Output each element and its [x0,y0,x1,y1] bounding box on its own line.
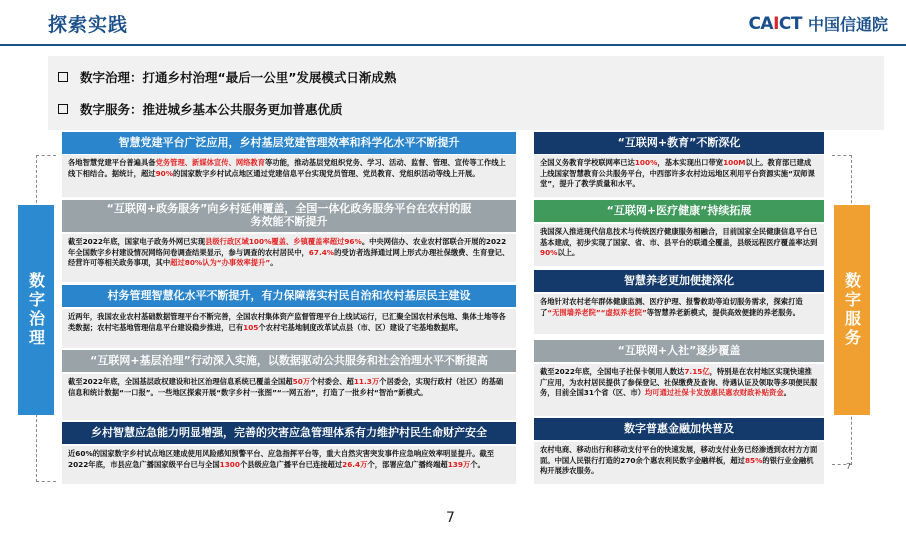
highlight-text: “无围墙养老院”“虚拟养老院” [547,307,647,317]
highlight-text: 100% [634,158,658,167]
body-text: 的国家数字乡村试点地区通过党建信息平台实现党员管理、党员教育、党组织活动等线上开展。 [173,168,480,178]
body-text: 个，部署应急广播终端超 [367,459,448,469]
highlight-text: 100M [723,158,746,167]
intro-item: 数字服务：推进城乡基本公共服务更加普惠优质 [58,100,343,118]
highlight-text: 85% [744,455,763,465]
body-text: 我国深入推进现代信息技术与传统医疗健康服务相融合，目前国家全民健康信息平台已基本建成，初步实现了国家、省、市、县平台的联通全覆盖，县级远程医疗覆盖率达到 [540,227,818,247]
body-text: 以上。 [557,248,580,258]
section-heading: 数字普惠金融加快普及 [534,418,824,440]
body-text: 等功能，推动基层党组织党务、学习、活动、监督、管理、宣传等工作线上线下相结合。据统计，超过 [68,158,506,178]
body-text: 截至2022年底，全国电子社保卡领用人数达 [540,367,685,376]
section-heading: 智慧党建平台广泛应用，乡村基层党建管理效率和科学化水平不断提升 [62,132,516,154]
side-label-digital-governance: 数字治理 [18,205,54,415]
section-body [62,155,516,197]
intro-item: 数字治理：打通乡村治理“最后一公里”发展模式日渐成熟 [58,68,396,86]
body-text: 近60%的国家数字乡村试点地区建成使用风险感知预警平台、应急指挥平台等，重大自然灾害突发事件应急响应效率明显提升。截至2022年底，市县应急广播国家级平台已与全国 [68,449,495,469]
section-heading: “互联网+人社”逐步覆盖 [534,340,824,362]
body-text: 近两年，我国农业农村基础数据管理平台不断完善，全国农村集体资产监督管理平台上线试运行，已汇聚全国农村承包地、集体土地等各类数据；农村宅基地管理信息平台建设稳步推进，已有 [68,312,506,332]
highlight-text: 11.3万 [353,377,380,386]
highlight-text: 超过80%认为“办事效率提升” [170,258,271,268]
section-body [62,234,516,282]
body-text: 全国义务教育学校联网率已达 [540,158,635,167]
body-text: 。 [270,258,278,268]
section-heading: “互联网+政务服务”向乡村延伸覆盖，全国一体化政务服务平台在农村的服务效能不断提升 [62,200,516,232]
section-body [534,155,824,197]
section-body [534,294,824,334]
body-text: 个农村宅基地制度改革试点县（市、区）建设了宅基地数据库。 [258,322,463,332]
corner-mark: 7 [846,462,852,471]
section-body [534,442,824,484]
body-text: 。中央网信办、农业农村部联合开展的2022年全国数字乡村建设情况网络问卷调查结果显示，参与调查的农村居民中， [68,237,507,257]
section-body [534,364,824,416]
highlight-text: 90% [540,248,558,258]
body-text: 个。 [470,459,485,469]
logo-chinese: 中国信通院 [807,15,888,34]
page-number: 7 [446,510,455,526]
body-text: 各地智慧党建平台普遍具备 [68,158,156,167]
body-text: 各地针对农村老年群体健康监测、医疗护理、报警救助等迫切服务需求，探索打造了 [540,297,803,317]
highlight-text: 党务管理、新媒体宣传、网络教育 [155,158,266,167]
highlight-text: 50万 [292,377,311,386]
body-text: 个居委会，实现行政村（社区）的基础信息和统计数据“一口报”。一些地区探索开展“数字乡村一张图”“一网五治”，打造了一批乡村“智治”新模式。 [68,377,504,397]
body-text: 截至2022年底，全国基层政权建设和社区治理信息系统已覆盖全国超 [68,377,293,386]
checkbox-icon [58,104,68,114]
body-text: 的银行业金融机构开展涉农服务。 [540,455,814,476]
section-heading: 村务管理智慧化水平不断提升，有力保障落实村民自治和农村基层民主建设 [62,285,516,307]
highlight-text: 均可通过社保卡发放惠民惠农财政补贴资金 [645,388,784,398]
section-heading: “互联网+基层治理”行动深入实施，以数据驱动公共服务和社会治理水平不断提高 [62,350,516,372]
body-text: 。 [783,388,791,398]
caict-logo [748,12,888,35]
body-text: 农村电商、移动出行和移动支付平台的快速发展，移动支付业务已经渗透到农村方方面面。中国人民银行打造的270余个惠农利民数字金融样板，超过 [540,445,818,465]
section-body [62,374,516,420]
highlight-text: 105 [243,322,259,332]
body-text: 以上。教育部已建成上线国家智慧教育公共服务平台，中西部许多农村边远地区利用平台资源实施“双师课堂”，提升了教学质量和水平。 [540,158,815,189]
title-divider [0,44,906,46]
intro-box [48,56,884,130]
checkbox-icon [58,72,68,82]
section-heading: “互联网+医疗健康”持续拓展 [534,200,824,222]
highlight-text: 90% [155,168,174,178]
body-text: 截至2022年底，国家电子政务外网已实现 [68,237,206,246]
body-text: ，特别是在农村地区实现快速推广应用，为农村居民提供了参保登记、社保缴费及查询、待遇认证及领取等多项便民服务，目前全国31个省（区、市） [540,367,818,398]
section-body [534,224,824,266]
section-body [62,446,516,484]
logo-english: CAICT [748,13,802,34]
section-body [62,309,516,348]
highlight-text: 139万 [447,459,471,469]
section-heading: 智慧养老更加便捷深化 [534,270,824,292]
side-label-digital-services: 数字服务 [834,205,870,415]
section-heading: 乡村智慧应急能力明显增强，完善的灾害应急管理体系有力维护村民生命财产安全 [62,422,516,444]
body-text: 的受访者选择通过网上形式办理社保缴费、生育登记、经营许可等相关政务事项，其中 [68,247,510,268]
page-title: 探索实践 [48,14,129,36]
highlight-text: 67.4% [308,247,335,257]
highlight-text: 7.15亿 [684,367,710,376]
highlight-text: 26.4万 [342,459,368,469]
highlight-text: 1300 [219,459,240,469]
highlight-text: 县级行政区域100%覆盖、乡镇覆盖率超过96% [205,237,362,246]
body-text: 个县级应急广播平台已连接超过 [239,459,343,469]
body-text: 等智慧养老新模式，提供高效便捷的养老服务。 [646,307,800,317]
section-heading: “互联网+教育”不断深化 [534,132,824,154]
body-text: ，基本实现出口带宽 [657,158,724,167]
body-text: 个村委会、超 [310,377,354,386]
